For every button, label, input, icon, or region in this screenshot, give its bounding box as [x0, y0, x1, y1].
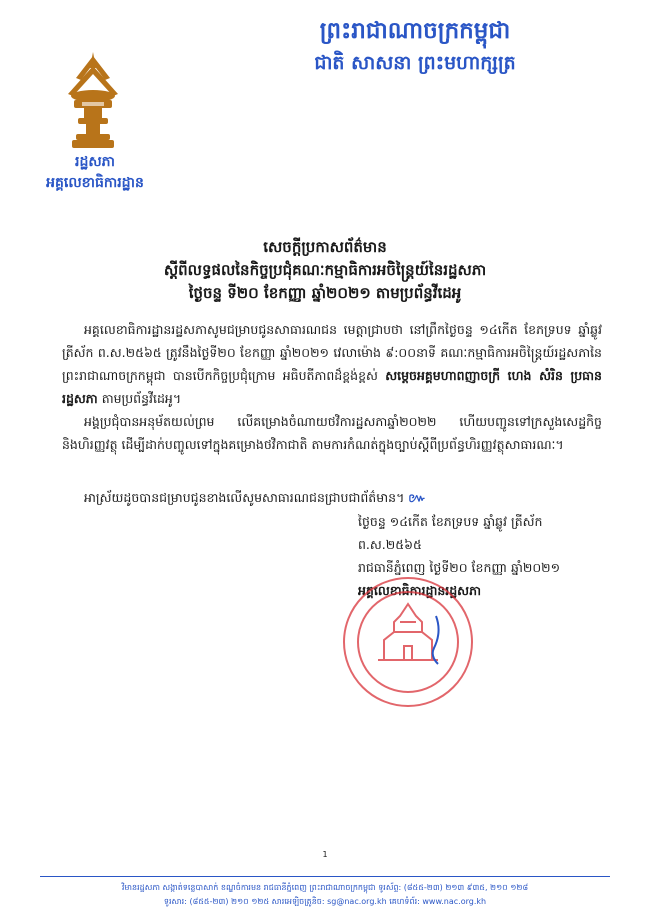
title-line-3: ថ្ងៃចន្ទ ទី២០ ខែកញ្ញា ឆ្នាំ២០២១ តាមប្រព័ន្ធវីដេអូ [188, 284, 462, 302]
lunar-date: ថ្ងៃចន្ទ ១៤កើត ខែភទ្របទ ឆ្នាំឆ្លូវ ត្រីស័ក ព.ស.២៥៦៥ [358, 514, 543, 552]
title-line-2: ស្តីពីលទ្ធផលនៃកិច្ចប្រជុំគណៈកម្មាធិការអចិន្ត្រៃយ៍នៃរដ្ឋសភា [163, 261, 487, 279]
press-release-title [60, 236, 590, 305]
paragraph-2: អង្គប្រជុំបានអនុម័តយល់ព្រម លើគម្រោងចំណាយថវិការដ្ឋសភាឆ្នាំ២០២២ ហើយបញ្ជូនទៅក្រសួងសេដ្ឋកិច្ច និងហិរញ្ញវត្ថុ ដើម្បីដាក់បញ្ចូលទៅក្នុងគម្រោងថវិកាជាតិ តាមការកំណត់ក្នុងច្បាប់ស្តីពីប្រព័ន្ធហិរញ្ញវត្ថុសាធារណៈ។ [62, 414, 602, 452]
paragraph-1-text: អគ្គលេខាធិការដ្ឋានរដ្ឋសភាសូមជម្រាបជូនសាធារណជន មេត្តាជ្រាបថា នៅព្រឹកថ្ងៃចន្ទ ១៤កើត ខែភទ្របទ ឆ្នាំឆ្លូវ ត្រីស័ក ព.ស.២៥៦៥ ត្រូវនឹងថ្ងៃទី២០ ខែកញ្ញា ឆ្នាំ២០២១ វេលាម៉ោង ៩:០០នាទី គណៈកម្មាធិការអចិន្ត្រៃយ៍រដ្ឋសភានៃព្រះរាជាណាចក្រកម្ពុជា បានបើកកិច្ចប្រជុំក្រោម អធិបតីភាពដ៏ខ្ពង់ខ្ពស់ [62, 322, 602, 383]
paragraph-1-tail: តាមប្រព័ន្ធវីដេអូ។ [97, 391, 182, 406]
national-motto: ជាតិ សាសនា ព្រះមហាក្សត្រ [314, 52, 516, 74]
kingdom-title: ព្រះរាជាណាចក្រកម្ពុជា [319, 18, 511, 44]
footer-contact: ទូរសារ: (៨៥៥-២៣) ២១០ ១២៥ សារអេឡិចត្រូនិច: sg@nac.org.kh គេហទំព័រ: www.nac.org.kh [163, 897, 487, 906]
org-line-1: រដ្ឋសភា [75, 154, 115, 170]
signatory: អគ្គលេខាធិការដ្ឋានរដ្ឋសភា [358, 583, 481, 598]
org-line-2: អគ្គលេខាធិការដ្ឋាន [46, 175, 144, 191]
closing-line [62, 486, 602, 509]
issuing-organization [30, 152, 160, 194]
paragraph-1 [62, 318, 602, 410]
footer-address: វិមានរដ្ឋសភា សង្កាត់ទន្លេបាសាក់ ខណ្ឌចំការមន រាជធានីភ្នំពេញ ព្រះរាជាណាចក្រកម្ពុជា ទូរស័ព្ទ: (៨៥៥-២៣) ២១៣ ៩៣៥, ២១០ ១២៨ [121, 883, 529, 892]
press-release-body [62, 318, 602, 456]
page-number: 1 [322, 850, 328, 859]
place-and-date: រាជធានីភ្នំពេញ ថ្ងៃទី២០ ខែកញ្ញា ឆ្នាំ២០២១ [358, 560, 561, 575]
national-assembly-emblem-icon [58, 50, 128, 150]
letterhead-footer [40, 876, 610, 909]
title-line-1: សេចក្តីប្រកាសព័ត៌មាន [263, 238, 387, 256]
president-name: សម្តេចអគ្គមហាពញាចក្រី ហេង សំរិន ប្រធានរដ្ឋសភា [62, 368, 602, 406]
closing-ornament: ៚ [408, 490, 426, 505]
kingdom-header [200, 14, 630, 78]
closing-text: អាស្រ័យដូចបានជម្រាបជូនខាងលើសូមសាធារណជនជ្រាបជាព័ត៌មាន។ [84, 490, 405, 505]
official-seal-icon [338, 572, 478, 712]
